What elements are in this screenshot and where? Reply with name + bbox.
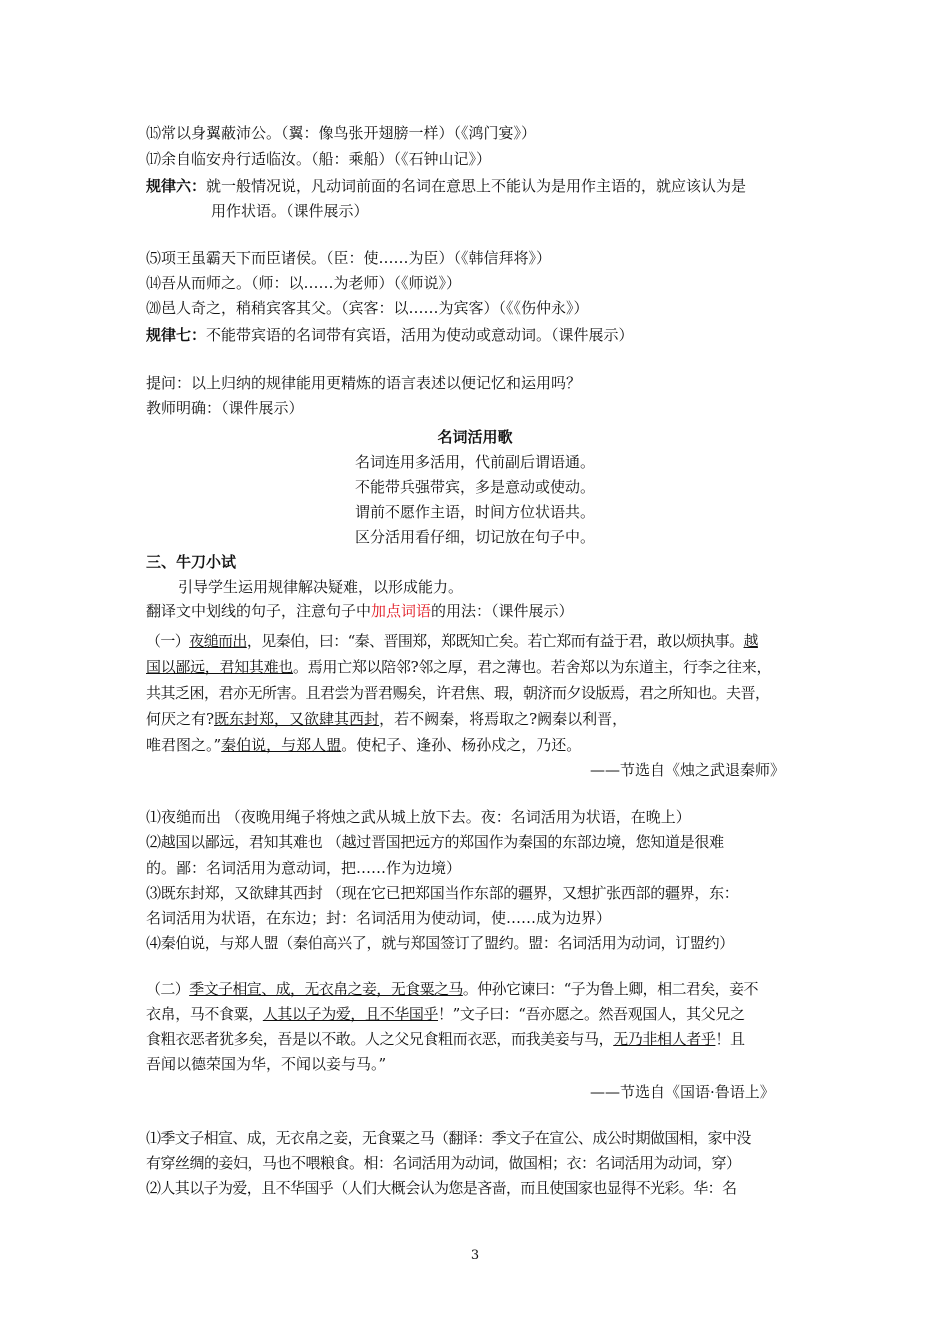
underlined-phrase: 既东封郑，又欲肆其西封 — [214, 710, 380, 728]
passage-text: 衣帛，马不食粟， — [146, 1005, 263, 1023]
passage-text: 食粗衣恶者犹多矣，吾是以不敢。人之父兄食粗而衣恶，而我美妾与马， — [146, 1030, 614, 1048]
source-1: ——节选自《烛之武退秦师》 — [590, 761, 786, 779]
answer-3: ⑶既东封郑，又欲肆其西封 （现在它已把郑国当作东部的疆界，又想扩张西部的疆界，东： — [146, 884, 739, 902]
passage-text: ！且 — [715, 1030, 745, 1048]
instruction — [146, 600, 574, 622]
section-3-heading: 三、牛刀小试 — [146, 553, 237, 571]
source-2: ——节选自《国语·鲁语上》 — [590, 1083, 775, 1101]
answer-2: ⑵越国以鄙远，君知其难也 （越过晋国把远方的郑国作为秦国的东部边境，您知道是很难 — [146, 833, 724, 851]
question: 提问：以上归纳的规律能用更精炼的语言表述以便记忆和运用吗？ — [146, 374, 582, 392]
answer-b1-continuation: 有穿丝绸的妾妇，马也不喂粮食。相：名词活用为动词，做国相；衣：名词活用为动词，穿） — [146, 1154, 741, 1172]
underlined-phrase: 越 — [743, 632, 758, 650]
passage-text: ，见秦伯，曰：“秦、晋围郑，郑既知亡矣。若亡郑而有益于君，敢以烦执事。 — [246, 632, 744, 650]
underlined-phrase: 夜缒而出 — [189, 632, 247, 650]
passage-text: ，若不阙秦，将焉取之?阙秦以利晋， — [379, 710, 628, 728]
passage-text: 唯君图之。” — [146, 736, 222, 754]
rule-6 — [146, 175, 746, 197]
underlined-phrase: 季文子相宣、成，无衣帛之妾，无食粟之马 — [189, 980, 463, 998]
answer-4: ⑷秦伯说，与郑人盟（秦伯高兴了，就与郑国签订了盟约。盟：名词活用为动词，订盟约） — [146, 934, 735, 952]
passage-2-line-3 — [146, 1028, 745, 1050]
answer-2-continuation: 的。鄙：名词活用为意动词，把……作为边境） — [146, 859, 462, 877]
answer-3-continuation: 名词活用为状语，在东边；封：名词活用为使动词，使……成为边界） — [146, 909, 612, 927]
passage-text: 。使杞子、逢孙、杨孙戍之，乃还。 — [341, 736, 582, 754]
passage-1-marker: （一） — [146, 632, 190, 650]
passage-text: 何厌之有? — [146, 710, 215, 728]
passage-text: ！”文子曰：“吾亦愿之。然吾观国人，其父兄之 — [438, 1005, 745, 1023]
song-line-4: 区分活用看仔细，切记放在句子中。 — [354, 528, 595, 546]
passage-1-line-2 — [146, 656, 771, 678]
song-line-2: 不能带兵强带宾，多是意动或使动。 — [354, 478, 595, 496]
song-title: 名词活用歌 — [437, 428, 513, 446]
teacher-note: 教师明确：（课件展示） — [146, 399, 304, 417]
passage-1-line-1 — [146, 630, 758, 652]
passage-text: 。仲孙它谏曰：“子为鲁上卿，相二君矣，妾不 — [462, 980, 758, 998]
answer-b2: ⑵人其以子为爱，且不华国乎（人们大概会认为您是吝啬，而且使国家也显得不光彩。华：名 — [146, 1179, 737, 1197]
instruction-highlight: 加点词语 — [371, 602, 432, 620]
passage-2-line-2 — [146, 1003, 745, 1025]
rule-6-continuation: 用作状语。（课件展示） — [211, 202, 369, 220]
passage-text: 。焉用亡郑以陪邻?邻之厚，君之薄也。若舍郑以为东道主，行李之往来， — [293, 658, 772, 676]
answer-b1: ⑴季文子相宣、成，无衣帛之妾，无食粟之马（翻译：季文子在宣公、成公时期做国相，家中没 — [146, 1129, 751, 1147]
example-14: ⒁吾从而师之。（师：以……为老师）（《师说》） — [146, 274, 462, 292]
rule-7 — [146, 324, 634, 346]
answer-1: ⑴夜缒而出 （夜晚用绳子将烛之武从城上放下去。夜：名词活用为状语，在晚上） — [146, 808, 691, 826]
instruction-b: 的用法：（课件展示） — [431, 602, 574, 620]
underlined-phrase: 无乃非相人者乎 — [613, 1030, 716, 1048]
passage-2-line-1 — [146, 978, 758, 1000]
underlined-phrase: 人其以子为爱，且不华国乎 — [262, 1005, 439, 1023]
rule-6-text: 就一般情况说，凡动词前面的名词在意思上不能认为是用作主语的，就应该认为是 — [206, 177, 747, 195]
underlined-phrase: 国以鄙远，君知其难也 — [146, 658, 294, 676]
passage-2-line-4: 吾闻以德荣国为华，不闻以妾与马。” — [146, 1055, 387, 1073]
example-5: ⑸项王虽霸天下而臣诸侯。（臣：使……为臣）（《韩信拜将》） — [146, 249, 552, 267]
passage-1-line-3: 共其乏困，君亦无所害。且君尝为晋君赐矣，许君焦、瑕，朝济而夕设版焉，君之所知也。夫晋， — [146, 684, 770, 702]
guide-text: 引导学生运用规律解决疑难，以形成能力。 — [178, 578, 464, 596]
example-20: ⒇邑人奇之，稍稍宾客其父。（宾客：以……为宾客）（《《伤仲永》） — [146, 299, 589, 317]
passage-2-marker: （二） — [146, 980, 190, 998]
rule-7-text: 不能带宾语的名词带有宾语，活用为使动或意动词。（课件展示） — [206, 326, 634, 344]
song-line-3: 谓前不愿作主语，时间方位状语共。 — [354, 503, 595, 521]
example-17: ⒄余自临安舟行适临汝。（船：乘船）（《石钟山记》） — [146, 150, 492, 168]
rule-7-label: 规律七： — [146, 326, 207, 344]
instruction-a: 翻译文中划线的句子，注意句子中 — [146, 602, 372, 620]
rule-6-label: 规律六： — [146, 177, 207, 195]
song-line-1: 名词连用多活用，代前副后谓语通。 — [354, 453, 595, 471]
example-15: ⒂常以身翼蔽沛公。（翼：像鸟张开翅膀一样）（《鸿门宴》） — [146, 124, 537, 142]
passage-1-line-4 — [146, 708, 627, 730]
underlined-phrase: 秦伯说，与郑人盟 — [221, 736, 342, 754]
page-number: 3 — [470, 1248, 480, 1263]
passage-1-line-5 — [146, 734, 581, 756]
